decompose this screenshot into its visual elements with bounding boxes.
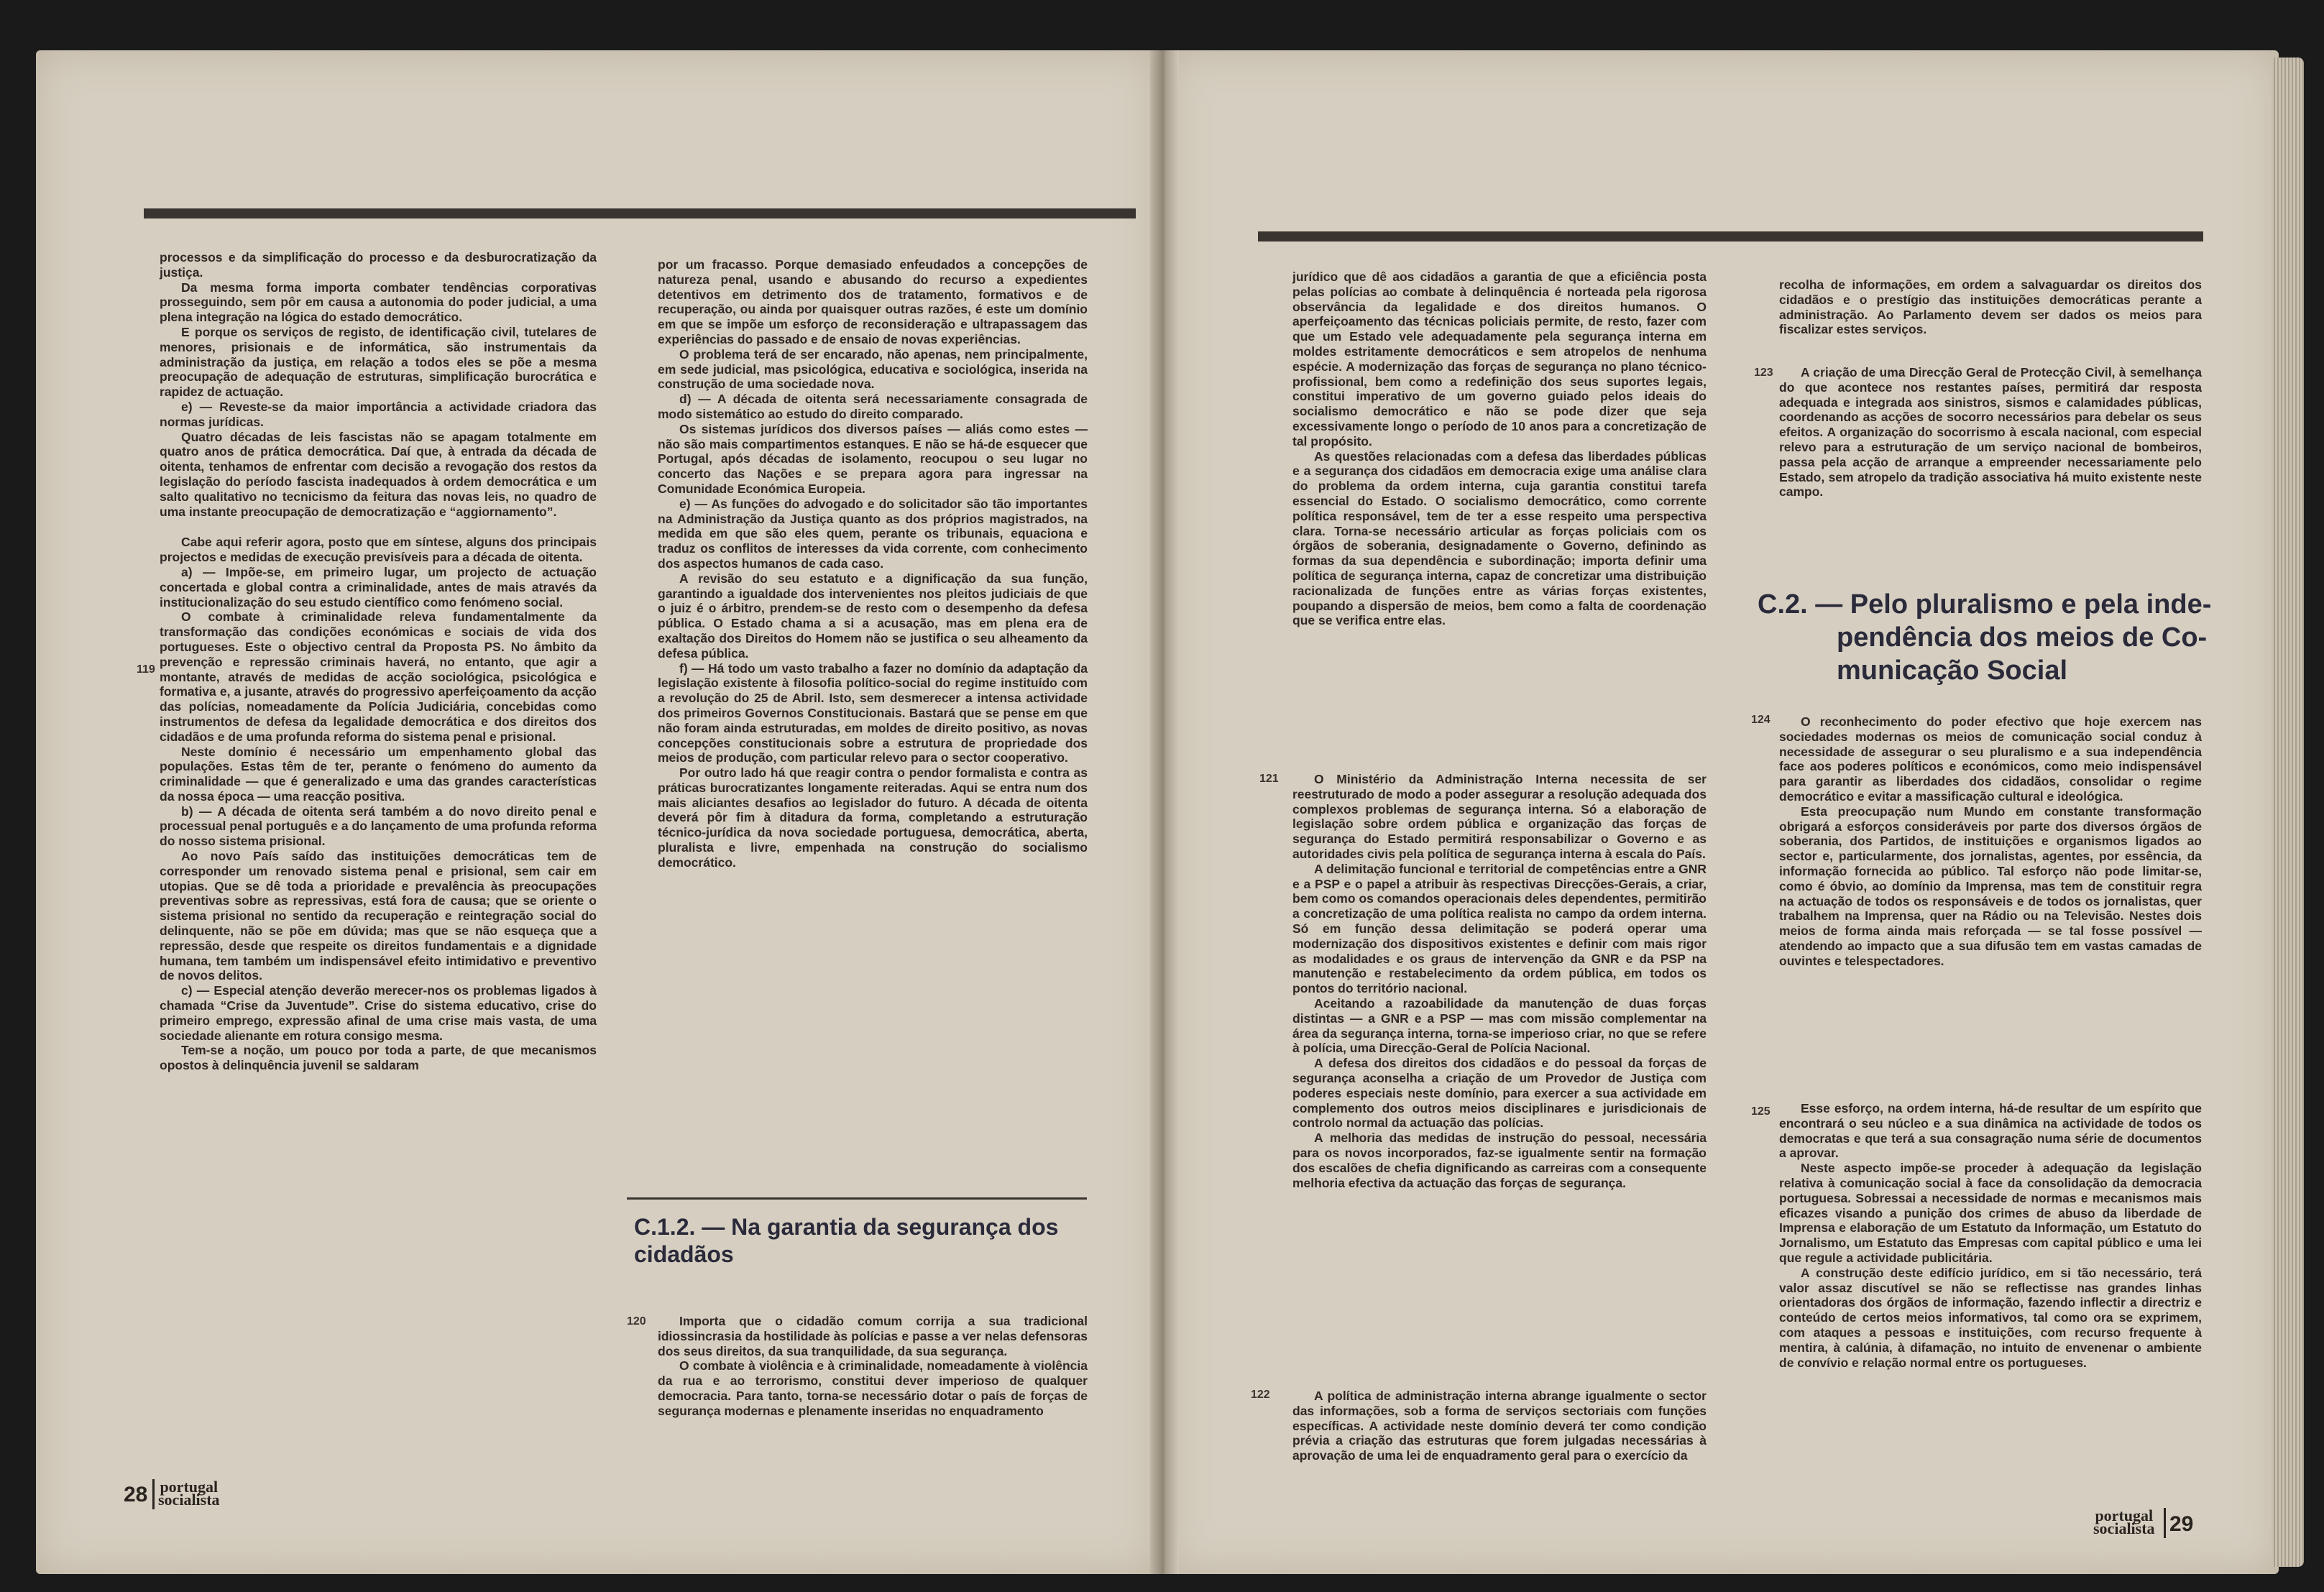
- section-divider: [627, 1197, 1087, 1200]
- publication-logo: portugal socialista: [158, 1478, 220, 1509]
- paragraph-number-124: 124: [1751, 714, 1770, 726]
- paragraph: A política de administração interna abrange igualmente o sector das informações, sob a forma de serviços sectoriais com funções específicas. A actividade neste domínio deverá ter como condição prévia a criação das estruturas que forem julgadas necessárias à aprovação de uma lei de enquadramento geral para o exercício da: [1292, 1389, 1707, 1463]
- paragraph: e) — Reveste-se da maior importância a actividade criadora das normas jurídicas.: [160, 399, 597, 429]
- page-number-left: 28: [124, 1483, 148, 1506]
- paragraph: O combate à criminalidade releva fundamentalmente da transformação das condições económicas e sociais de vida dos portugueses. Este o objectivo central da Proposta PS. No âmbito da prevenção e repressão criminais haverá, no entanto, que agir a montante, através de medidas de acção sociológica, psicológica e formativa e, a jusante, através do progressivo aperfeiçoamento da acção das polícias, nomeadamente da Polícia Judiciária, concebidas como instrumentos de defesa da legalidade democrática e dos direitos dos cidadãos e de uma profunda reforma do sistema penal e prisional.: [160, 609, 597, 744]
- paragraph: Esta preocupação num Mundo em constante transformação obrigará a esforços consideráveis por parte dos diversos órgãos de soberania, dos Partidos, de instituições e organismos ligados ao sector e, particularmente, dos jornalistas, agentes, por essência, da informação fornecida ao público. Tal esforço não pode limitar-se, como é óbvio, ao domínio da Imprensa, mas tem de constituir regra na actuação de todos os responsáveis e de todos os jornalistas, quer trabalhem na Imprensa, quer na Rádio ou na Televisão. Nestes dois meios de forma ainda mais reforçada — se tal fosse possível — atendendo ao impacto que a sua difusão tem em vastas camadas de ouvintes e telespectadores.: [1779, 804, 2202, 968]
- paragraph: Ao novo País saído das instituições democráticas tem de corresponder um renovado sistema penal e prisional, sem cair em utopias. Que se dê toda a prioridade e prevalência às preocupações preventivas sobre as repressivas, está fora de causa; que se oriente o sistema prisional no sentido da recuperação e reintegração social do delinquente, não se põe em dúvida; mas que se não esqueça que a repressão, desde que respeite os direitos fundamentais e a dignidade humana, tem também um indispensável efeito intimidativo e preventivo de novos delitos.: [160, 849, 597, 983]
- section-heading-c2: C.2. — Pelo pluralismo e pela inde- pendência dos meios de Co- municação Social: [1758, 589, 2212, 686]
- right-col-2-para124: [1779, 714, 2202, 969]
- paragraph: A defesa dos direitos dos cidadãos e do pessoal da forças de segurança aconselha a criação de um Provedor de Justiça com poderes especiais neste domínio, para exercer a sua actividade em complemento dos outros meios disciplinares e jurisdicionais de controlo normal da actuação das polícias.: [1292, 1056, 1707, 1131]
- page-number-right: 29: [2169, 1512, 2194, 1536]
- paragraph: Por outro lado há que reagir contra o pendor formalista e contra as práticas burocratizantes longamente reiteradas. Aqui se entra num dos mais aliciantes desafios ao legislador do futuro. A década de oitenta deverá pôr fim à ditadura da forma, completando a estruturação técnico-jurídica da nova sociedade portuguesa, democrática, aberta, pluralista e livre, empenhada na construção do socialismo democrático.: [658, 765, 1088, 870]
- right-col-1-para121: [1292, 772, 1707, 1190]
- paragraph: Esse esforço, na ordem interna, há-de resultar de um espírito que encontrará o seu núcleo e a sua dinâmica na actividade de todos os democratas e que terá a sua consagração numa série de documentos a aprovar.: [1779, 1101, 2202, 1161]
- left-col-2-para120: [658, 1314, 1088, 1419]
- paragraph: d) — A década de oitenta será necessariamente consagrada de modo sistemático ao estudo do direito comparado.: [658, 392, 1088, 421]
- right-col-1: [1292, 270, 1707, 628]
- paragraph: O Ministério da Administração Interna necessita de ser reestruturado de modo a poder assegurar a resolução adequada dos complexos problemas de segurança interna. Só a elaboração de legislação sobre ordem pública e organização das forças de segurança do Estado permitirá responsabilizar o Governo e as autoridades civis pela política de segurança interna à escala do País.: [1292, 772, 1707, 861]
- paragraph: a) — Impõe-se, em primeiro lugar, um projecto de actuação concertada e global contra a criminalidade, antes de mais através da institucionalização do seu estudo científico como fenómeno social.: [160, 564, 597, 609]
- section-heading-c12: C.1.2. — Na garantia da segurança dos cidadãos: [634, 1214, 1059, 1267]
- col1-intro-block: [160, 250, 597, 519]
- paragraph: jurídico que dê aos cidadãos a garantia de que a eficiência posta pelas polícias ao combate à delinquência é norteada pela rigorosa observância da legalidade e dos direitos humanos. O aperfeiçoamento das técnicas policiais permite, de resto, fazer com que um Estado vele adequadamente pela segurança interna em moldes estritamente democráticos e sem atropelos de nenhuma espécie. A modernização das forças de segurança no plano técnico-profissional, bem como a redefinição dos seus suportes legais, constitui imperativo de um governo guiado pelos ideais do socialismo democrático e não se pode dizer que seja excessivamente longo o período de 10 anos para a concretização de tal propósito.: [1292, 270, 1707, 448]
- paragraph: A revisão do seu estatuto e a dignificação da sua função, garantindo a igualdade dos intervenientes nos pleitos judiciais de que o juiz é o árbitro, prendem-se de resto com o desempenho da defesa pública. O Estado chama a si a acusação, mas em plena era de exaltação dos Direitos do Homem não se justifica o seu alheamento da defesa pública.: [658, 571, 1088, 661]
- right-col-2-para125: [1779, 1101, 2202, 1370]
- paragraph-number-123: 123: [1754, 367, 1773, 379]
- right-col-2: [1779, 277, 2202, 337]
- paragraph: As questões relacionadas com a defesa das liberdades públicas e a segurança dos cidadãos em democracia exige uma análise clara do problema da ordem interna, cuja garantia constitui tarefa essencial do Estado. O socialismo democrático, como corrente política responsável, tem de ter a esse respeito uma perspectiva clara. Torna-se necessário articular as forças policiais com os órgãos de soberania, designadamente o Governo, definindo as formas da sua dependência e subordinação; importa definir uma política de segurança interna, capaz de concretizar uma distribuição racionalizada de funções entre as várias forças existentes, poupando a dispersão de meios, bem como a falta de coordenação que se verifica entre elas.: [1292, 448, 1707, 628]
- right-col-1-para122: [1292, 1389, 1707, 1463]
- paragraph-number-120: 120: [627, 1315, 646, 1328]
- paragraph: O reconhecimento do poder efectivo que hoje exercem nas sociedades modernas os meios de comunicação social conduz à necessidade de assegurar o seu pluralismo e a sua independência face aos poderes políticos e económicos, como meio indispensável para garantir as liberdades dos cidadãos, consolidar o regime democrático e evitar a massificação cultural e ideológica.: [1779, 714, 2202, 804]
- publication-logo: portugal socialista: [2093, 1506, 2155, 1537]
- paragraph: E porque os serviços de registo, de identificação civil, tutelares de menores, prisionais e de informática, são instrumentais da administração da justiça, em relação a todos eles se põe a mesma preocupação de adequação de estruturas, simplificação burocrática e rapidez de actuação.: [160, 324, 597, 400]
- page-edges: [2272, 57, 2304, 1567]
- paragraph: Os sistemas jurídicos dos diversos países — aliás como estes — não são mais compartimentos estanques. E não se há-de esquecer que Portugal, após décadas de isolamento, reocupou o seu lugar no concerto das Nações e se prepara agora para ingressar na Comunidade Económica Europeia.: [658, 421, 1088, 496]
- left-col-2: [658, 257, 1088, 870]
- paragraph: c) — Especial atenção deverão merecer-nos os problemas ligados à chamada “Crise da Juventude”. Crise do sistema educativo, crise do primeiro emprego, expressão afinal de uma crise mais vasta, de uma sociedade alienante em rotura consigo mesma.: [160, 983, 597, 1043]
- paragraph: Aceitando a razoabilidade da manutenção de duas forças distintas — a GNR e a PSP — mas com missão complementar na área da segurança interna, torna-se imperioso criar, no que se refere à polícia, uma Direcção-Geral de Polícia Nacional.: [1292, 995, 1707, 1056]
- paragraph-number-122: 122: [1251, 1389, 1270, 1401]
- paragraph-number-121: 121: [1259, 773, 1279, 785]
- paragraph: O combate à violência e à criminalidade, nomeadamente à violência da rua e ao terrorismo, constitui dever imperioso de qualquer democracia. Para tanto, torna-se necessário dotar o país de forças de segurança modernas e plenamente inseridas no enquadramento: [658, 1358, 1088, 1418]
- left-top-rule: [144, 208, 1136, 218]
- paragraph: recolha de informações, em ordem a salvaguardar os direitos dos cidadãos e o prestígio das instituições democráticas perante a administração. Ao Parlamento devem ser dados os meios para fiscalizar estes serviços.: [1779, 277, 2202, 337]
- paragraph: Importa que o cidadão comum corrija a sua tradicional idiossincrasia da hostilidade às polícias e passe a ver nelas defensoras dos seus direitos, da sua tranquilidade, da sua segurança.: [658, 1314, 1088, 1358]
- paragraph: e) — As funções do advogado e do solicitador são tão importantes na Administração da Justiça quanto as dos próprios magistrados, na medida em que são eles quem, perante os tribunais, equaciona e traduz os conflitos de interesses da vida corrente, com conhecimento dos aspectos humanos de cada caso.: [658, 496, 1088, 571]
- paragraph: A criação de uma Direcção Geral de Protecção Civil, à semelhança do que acontece nos restantes países, permitirá dar resposta adequada e integrada aos sinistros, sismos e calamidades públicas, coordenando as acções de socorro necessários para debelar os seus efeitos. A organização do socorrismo à escala nacional, com especial relevo para a estruturação de um serviço nacional de bombeiros, passa pela acção de arranque a empreender necessariamente pelo Estado, sem atropelo da tradição associativa há muito existente neste campo.: [1779, 365, 2202, 500]
- paragraph: A construção deste edifício jurídico, em si tão necessário, terá valor assaz discutível se não se reflectisse nas grandes linhas orientadoras dos órgãos de informação, fazendo inflectir a directriz e conteúdo de certos meios informativos, tal como ora se exprimem, com ataques a pessoas e instituições, com recurso frequente à mentira, à calúnia, à difamação, no intuito de envenenar o ambiente de convívio e relação normal entre os portugueses.: [1779, 1265, 2202, 1370]
- paragraph: processos e da simplificação do processo e da desburocratização da justiça.: [160, 250, 597, 280]
- paragraph-number-125: 125: [1751, 1105, 1770, 1118]
- paragraph: b) — A década de oitenta será também a do novo direito penal e processual penal português e a do lançamento de uma profunda reforma do nosso sistema prisional.: [160, 804, 597, 849]
- paragraph: Neste aspecto impõe-se proceder à adequação da legislação relativa à comunicação social à face da consolidação da democracia portuguesa. Sobressai a necessidade de normas e mecanismos mais eficazes visando a punição dos crimes de abuso da liberdade de Imprensa e elaboração de um Estatuto da Informação, um Estatuto do Jornalismo, um Estatuto das Empresas com capital público e uma lei que regule a actividade publicitária.: [1779, 1161, 2202, 1265]
- right-top-rule: [1258, 231, 2203, 241]
- paragraph: Cabe aqui referir agora, posto que em síntese, alguns dos principais projectos e medidas de execução previsíveis para a década de oitenta.: [160, 535, 597, 565]
- paragraph: O problema terá de ser encarado, não apenas, nem principalmente, em sede judicial, mas psicológica, educativa e sociológica, inserida na construção de uma sociedade nova.: [658, 346, 1088, 392]
- para-119-block: [160, 535, 597, 1073]
- logo-divider: [152, 1479, 155, 1509]
- left-col-1: [160, 250, 597, 1073]
- paragraph: f) — Há todo um vasto trabalho a fazer no domínio da adaptação da legislação existente à filosofia político-social do regime instituído com a revolução do 25 de Abril. Isto, sem desmerecer a intensa actividade dos primeiros Governos Constitucionais. Bastará que se pense em que não foram ainda estruturadas, em moldes de direito positivo, as novas concepções constitucionais sobre a estrutura de propriedade dos meios de produção, com particular relevo para o sector cooperativo.: [658, 661, 1088, 765]
- binding-gutter: [1150, 50, 1179, 1574]
- paragraph: A delimitação funcional e territorial de competências entre a GNR e a PSP e o papel a atribuir às respectivas Direcções-Gerais, a criar, bem como os comandos operacionais deles dependentes, permitirão a concretização de uma política realista no campo da ordem interna. Só em função dessa delimitação se poderá operar uma modernização dos dispositivos existentes e definir com mais rigor as modalidades e os graus de intervenção da GNR e da PSP na manutenção e restabelecimento da ordem pública, em todos os pontos do território nacional.: [1292, 861, 1707, 996]
- logo-divider: [2164, 1508, 2166, 1538]
- right-col-2-para123: [1779, 365, 2202, 500]
- paragraph: A melhoria das medidas de instrução do pessoal, necessária para os novos incorporados, faz-se igualmente sentir na formação dos escalões de chefia dignificando as carreiras com a consequente melhoria efectiva da actuação das forças de segurança.: [1292, 1131, 1707, 1190]
- paragraph: Quatro décadas de leis fascistas não se apagam totalmente em quatro anos de prática democrática. Daí que, à entrada da década de oitenta, tenhamos de enfrentar com decisão a revogação dos restos da legislação do período fascista inadequados à ordem democrática e um salto qualitativo no tecnicismo da feitura das novas leis, no quadro de uma instante preocupação de democratização e “aggiornamento”.: [160, 429, 597, 519]
- paragraph: Neste domínio é necessário um empenhamento global das populações. Estas têm de ter, perante o fenómeno do aumento da criminalidade — que é generalizado e uma das grandes características da nossa época — uma reacção positiva.: [160, 744, 597, 804]
- paragraph: Da mesma forma importa combater tendências corporativas prosseguindo, sem pôr em causa a autonomia do poder judicial, a uma plena integração na lógica do estado democrático.: [160, 280, 597, 325]
- paragraph-number-119: 119: [137, 663, 155, 676]
- paragraph: por um fracasso. Porque demasiado enfeudados a concepções de natureza penal, usando e abusando do recurso a expedientes detentivos em detrimento dos de tratamento, formativos e de recuperação, ou ainda por quaisquer outras razões, é este um domínio em que se impõe um esforço de reconsideração e ultrapassagem das experiências do passado e de ensaio de novas experiências.: [658, 257, 1088, 346]
- paragraph: Tem-se a noção, um pouco por toda a parte, de que mecanismos opostos à delinquência juvenil se saldaram: [160, 1043, 597, 1073]
